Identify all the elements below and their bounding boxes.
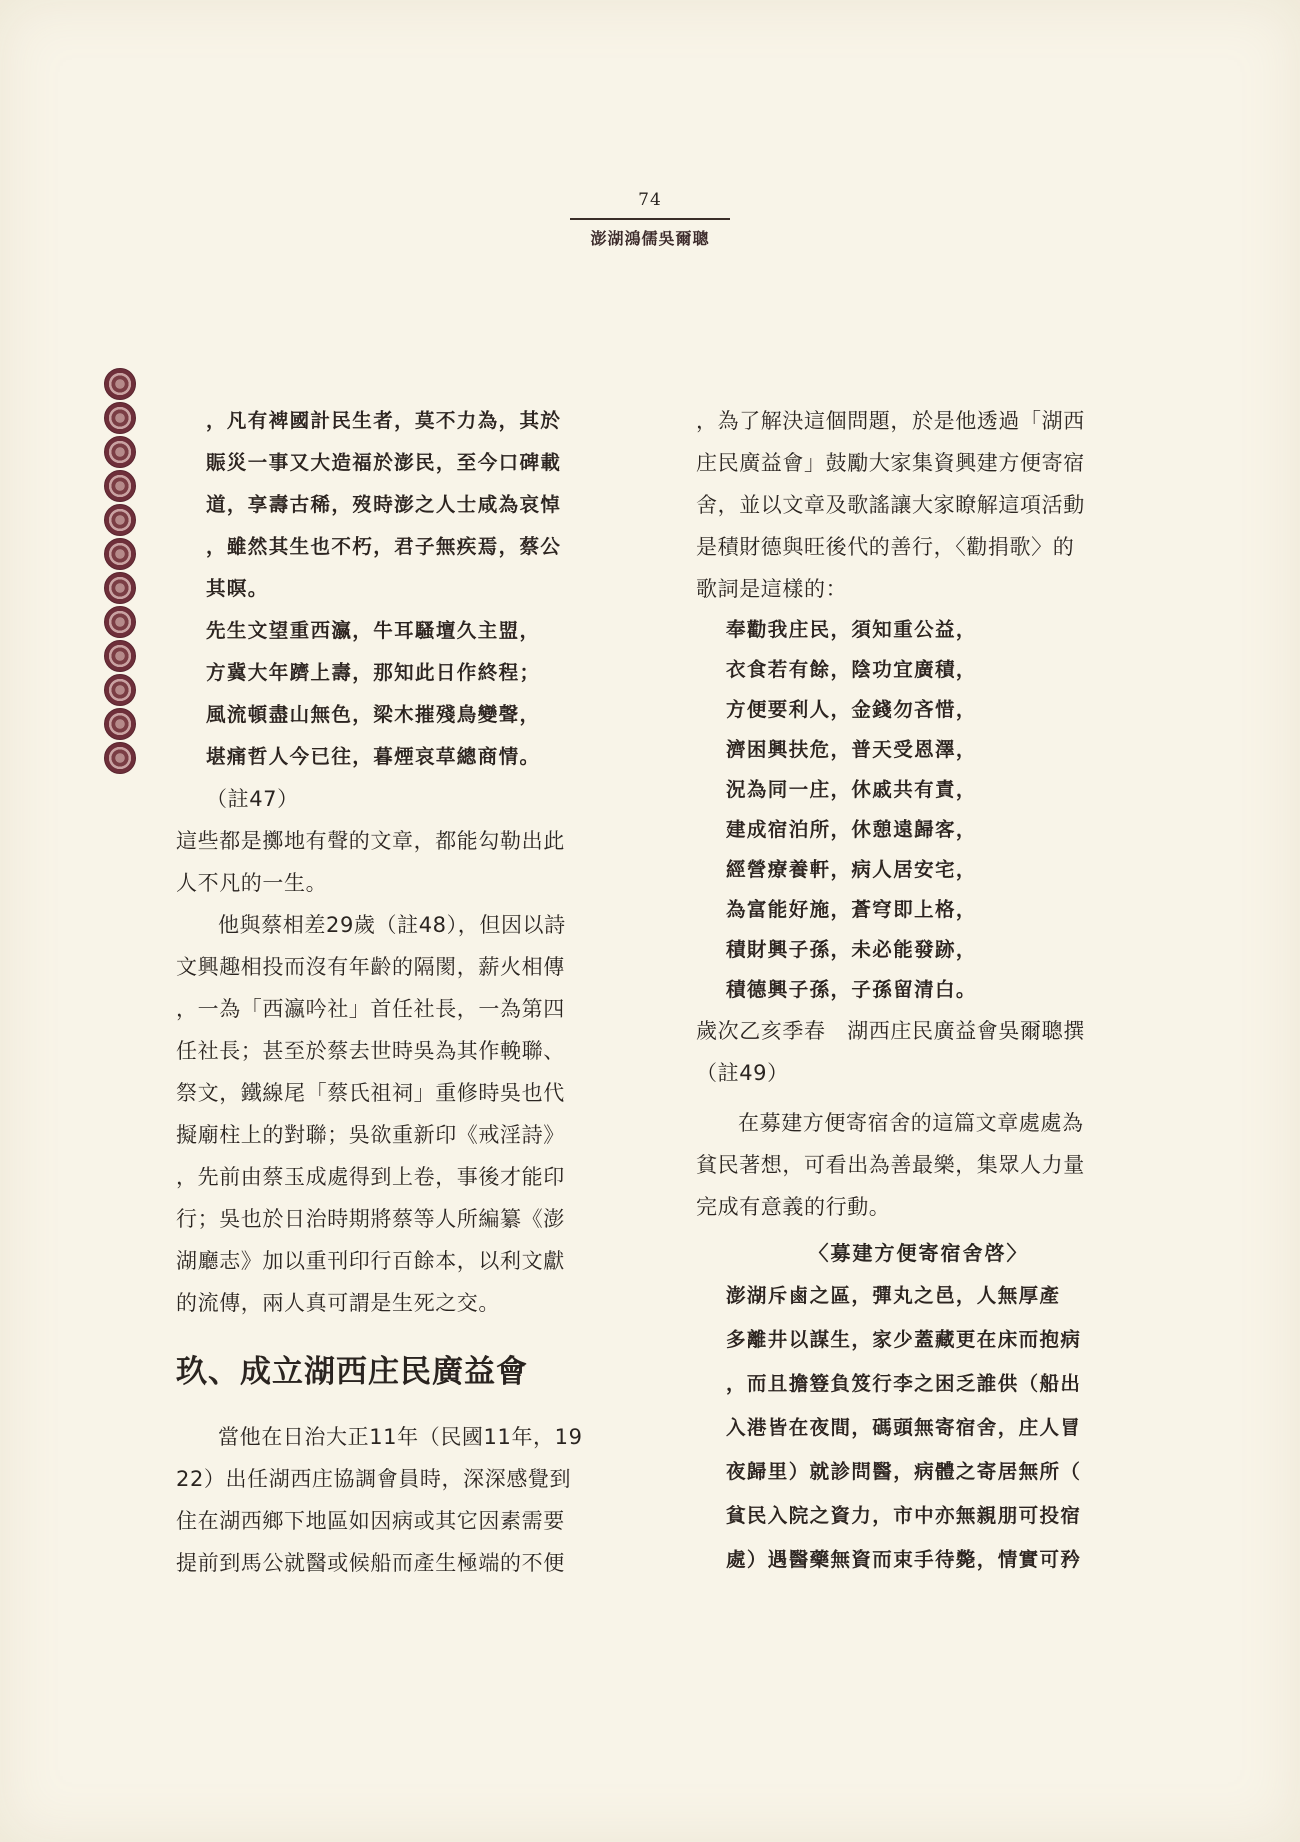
poem-line: 風流頓盡山無色，梁木摧殘鳥變聲， [206,703,541,726]
text-line: 擬廟柱上的對聯；吳欲重新印《戒淫詩》 [176,1123,565,1147]
paragraph-friendship [176,904,616,1324]
song-line: 奉勸我庄民，須知重公益， [726,618,977,641]
text-line: 的流傳，兩人真可謂是生死之交。 [176,1291,500,1315]
ornament-medallion-icon [104,436,136,468]
text-line: 是積財德與旺後代的善行，〈勸捐歌〉的 [696,535,1075,559]
text-line: 貧民著想，可看出為善最樂，集眾人力量 [696,1153,1085,1177]
eulogy-line: ，雖然其生也不朽，君子無疾焉，蔡公 [206,535,562,558]
text-line: 在募建方便寄宿舍的這篇文章處處為 [738,1111,1084,1135]
page-number: 74 [638,190,662,210]
poem-line: 先生文望重西瀛，牛耳騷壇久主盟， [206,619,541,642]
ornament-medallion-icon [104,538,136,570]
text-line: 湖廳志》加以重刊印行百餘本，以利文獻 [176,1249,565,1273]
song-line: 況為同一庄，休戚共有責， [726,778,977,801]
song-line: 方便要利人，金錢勿吝惜， [726,698,977,721]
text-line: 人不凡的一生。 [176,871,328,895]
header-rule [570,218,730,220]
ornament-medallion-icon [104,640,136,672]
ornament-medallion-icon [104,674,136,706]
song-line: 濟困興扶危，普天受恩澤， [726,738,977,761]
text-line: ，一為「西瀛吟社」首任社長，一為第四 [176,997,565,1021]
ornament-medallion-icon [104,504,136,536]
eulogy-line: ，凡有裨國計民生者，莫不力為，其於 [206,409,562,432]
ornament-medallion-icon [104,572,136,604]
eulogy-line: 賑災一事又大造福於澎民，至今口碑載 [206,451,562,474]
quote-title: 〈募建方便寄宿舍啓〉 [808,1241,1029,1265]
text-line: 這些都是擲地有聲的文章，都能勾勒出此 [176,829,565,853]
left-column [176,400,616,1584]
text-line: ，先前由蔡玉成處得到上卷，事後才能印 [176,1165,565,1189]
text-line: 住在湖西鄉下地區如因病或其它因素需要 [176,1509,565,1533]
eulogy-text [176,400,616,610]
text-line: 行；吳也於日治時期將蔡等人所編纂《澎 [176,1207,565,1231]
song-line: 積財興子孫，未必能發跡， [726,938,977,961]
quote-line: 貧民入院之資力，市中亦無親朋可投宿 [726,1504,1082,1527]
donation-song [696,610,1141,1010]
section-heading: 玖、成立湖西庄民廣益會 [176,1354,528,1390]
right-column [696,400,1141,1582]
text-line: ，為了解決這個問題，於是他透過「湖西 [696,409,1085,433]
decorative-ornament-border [104,368,138,774]
text-line: 提前到馬公就醫或候船而產生極端的不便 [176,1551,565,1575]
paragraph-commentary [696,1102,1141,1228]
song-line: 積德興子孫，子孫留清白。 [726,978,977,1001]
page-header [0,190,1300,249]
song-line: 衣食若有餘，陰功宜廣積， [726,658,977,681]
paragraph-summary [176,820,616,904]
quote-line: 澎湖斥鹵之區，彈丸之邑，人無厚產 [726,1284,1061,1307]
song-signature: 歲次乙亥季春 湖西庄民廣益會吳爾聰撰 [696,1019,1085,1043]
text-line: 祭文，鐵線尾「蔡氏祖祠」重修時吳也代 [176,1081,565,1105]
eulogy-line: 道，享壽古稀，歿時澎之人士咸為哀悼 [206,493,562,516]
text-line: 22）出任湖西庄協調會員時，深深感覺到 [176,1467,572,1491]
ornament-medallion-icon [104,708,136,740]
song-line: 為富能好施，蒼穹即上格， [726,898,977,921]
ornament-medallion-icon [104,368,136,400]
text-line: 任社長；甚至於蔡去世時吳為其作輓聯、 [176,1039,565,1063]
poem-line: 堪痛哲人今已往，暮煙哀草總商情。 [206,745,541,768]
footnote-ref-47: （註47） [206,787,299,811]
ornament-medallion-icon [104,402,136,434]
ornament-medallion-icon [104,606,136,638]
paragraph-solution [696,400,1141,610]
text-line: 歌詞是這樣的： [696,577,848,601]
quote-line: 入港皆在夜間，碼頭無寄宿舍，庄人冒 [726,1416,1082,1439]
ornament-medallion-icon [104,742,136,774]
poem-line: 方冀大年躋上壽，那知此日作終程； [206,661,541,684]
paragraph-huxi [176,1416,616,1584]
ornament-medallion-icon [104,470,136,502]
eulogy-line: 其暝。 [206,577,269,600]
quoted-appeal [696,1274,1141,1582]
quote-line: 夜歸里）就診問醫，病體之寄居無所（ [726,1460,1082,1483]
text-line: 庄民廣益會」鼓勵大家集資興建方便寄宿 [696,451,1085,475]
text-line: 舍，並以文章及歌謠讓大家瞭解這項活動 [696,493,1085,517]
song-line: 經營療養軒，病人居安宅， [726,858,977,881]
text-line: 文興趣相投而沒有年齡的隔閡，薪火相傳 [176,955,565,979]
footnote-ref-49: （註49） [696,1061,789,1085]
memorial-poem [176,610,616,778]
song-line: 建成宿泊所，休憩遠歸客， [726,818,977,841]
text-line: 當他在日治大正11年（民國11年，19 [218,1425,583,1449]
quote-line: ，而且擔簦負笈行李之困乏誰供（船出 [726,1372,1082,1395]
quote-line: 處）遇醫藥無資而束手待斃，情實可矜 [726,1548,1082,1571]
text-line: 完成有意義的行動。 [696,1195,891,1219]
running-title: 澎湖鴻儒吳爾聰 [590,229,710,248]
quote-line: 多離井以謀生，家少蓋藏更在床而抱病 [726,1328,1082,1351]
text-line: 他與蔡相差29歲（註48），但因以詩 [218,913,566,937]
